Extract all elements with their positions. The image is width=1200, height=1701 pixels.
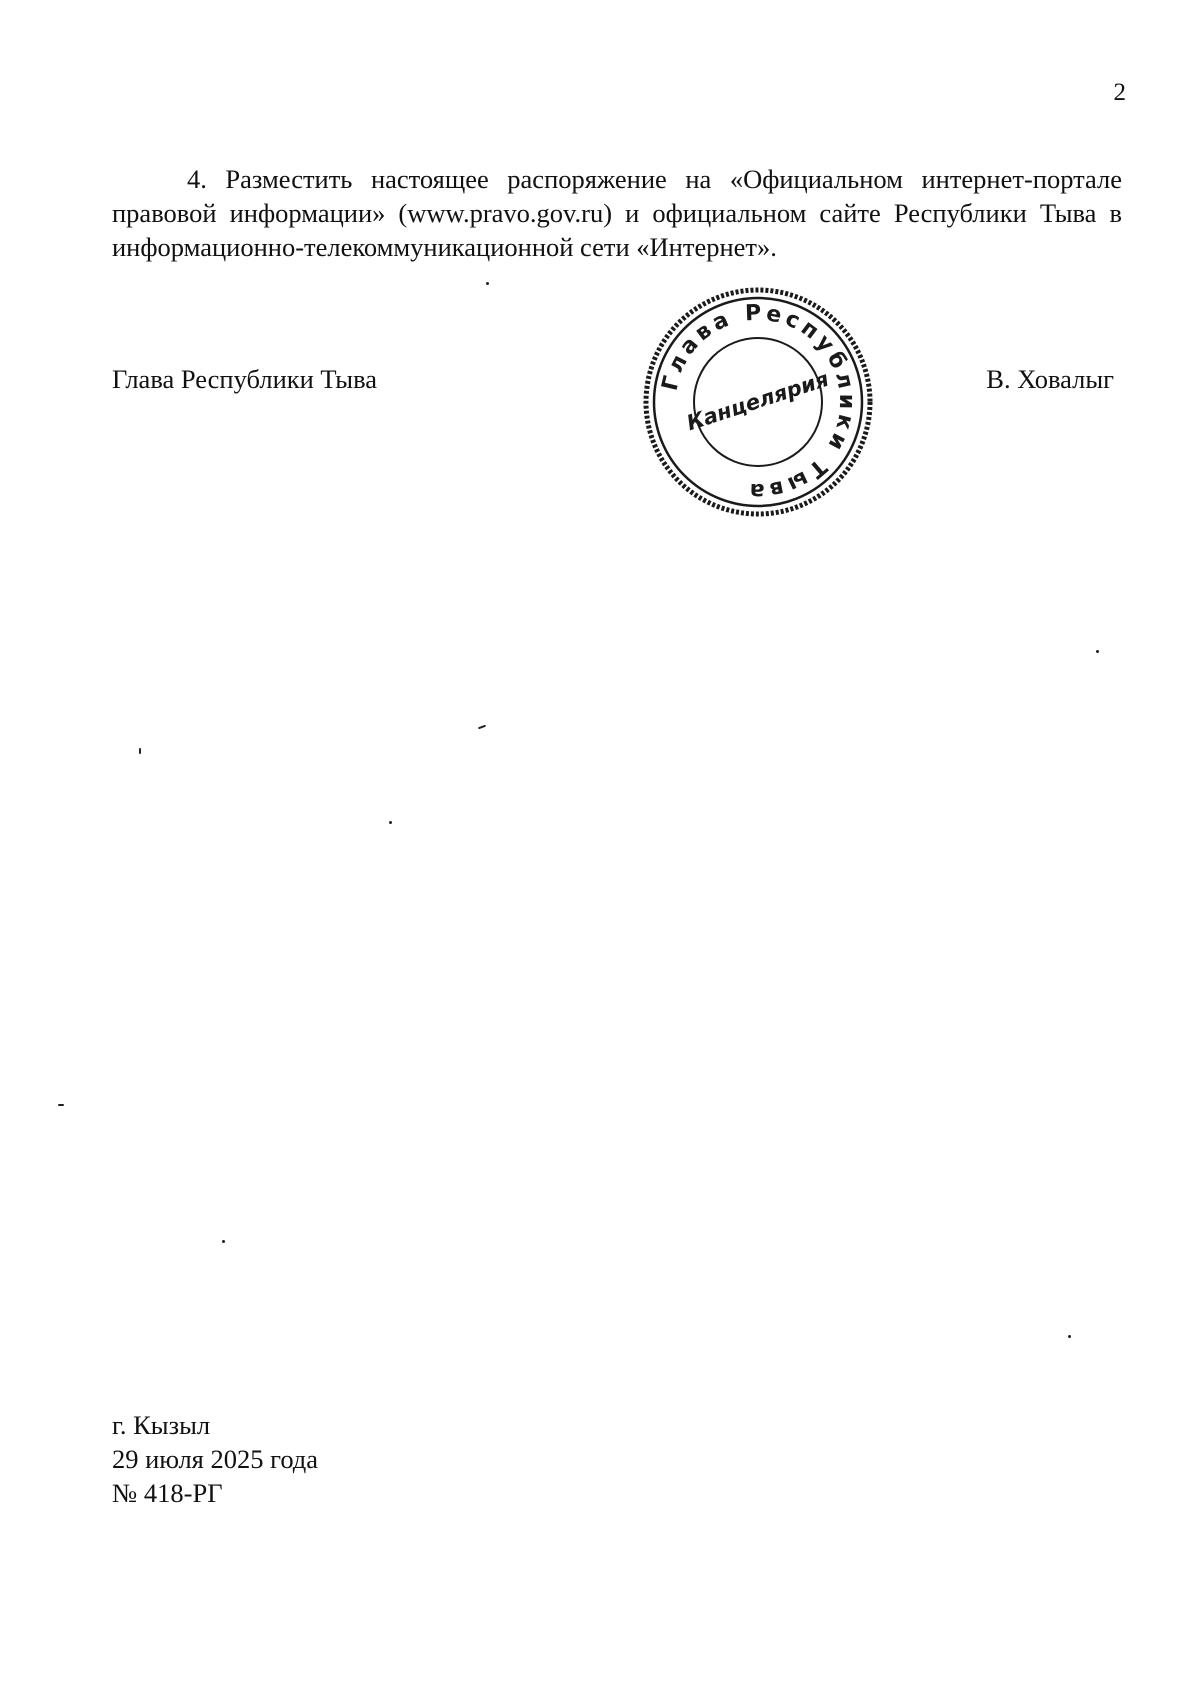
body-paragraph: 4. Разместить настоящее распоряжение на «Официальном интернет-портале правовой информации» (www.pravo.gov.ru) и официальном сайте Республики Тыва в информационно-телекоммуникационной сети «Интернет». [112, 164, 1122, 262]
scan-speck [222, 1240, 225, 1243]
scan-speck [389, 821, 392, 824]
page-number: 2 [1113, 79, 1126, 106]
signer-name: В. Ховалыг [986, 364, 1114, 394]
scan-speck [478, 725, 486, 730]
stamp-ring-text: Глава Республики Тыва [657, 300, 860, 504]
footer-date: 29 июля 2025 года [112, 1444, 319, 1474]
scan-speck [1096, 650, 1099, 653]
stamp-center-text: Канцелярия [683, 366, 832, 436]
footer-number: № 418-РГ [112, 1478, 223, 1508]
signer-title: Глава Республики Тыва [112, 364, 378, 394]
footer-city: г. Кызыл [112, 1410, 211, 1440]
scan-speck [58, 1104, 64, 1106]
document-footer [112, 1408, 318, 1510]
official-stamp [638, 282, 878, 522]
scan-speck [139, 748, 141, 754]
stamp-seal-icon [638, 282, 878, 522]
scan-speck [1068, 1335, 1071, 1338]
scan-speck [486, 282, 489, 285]
